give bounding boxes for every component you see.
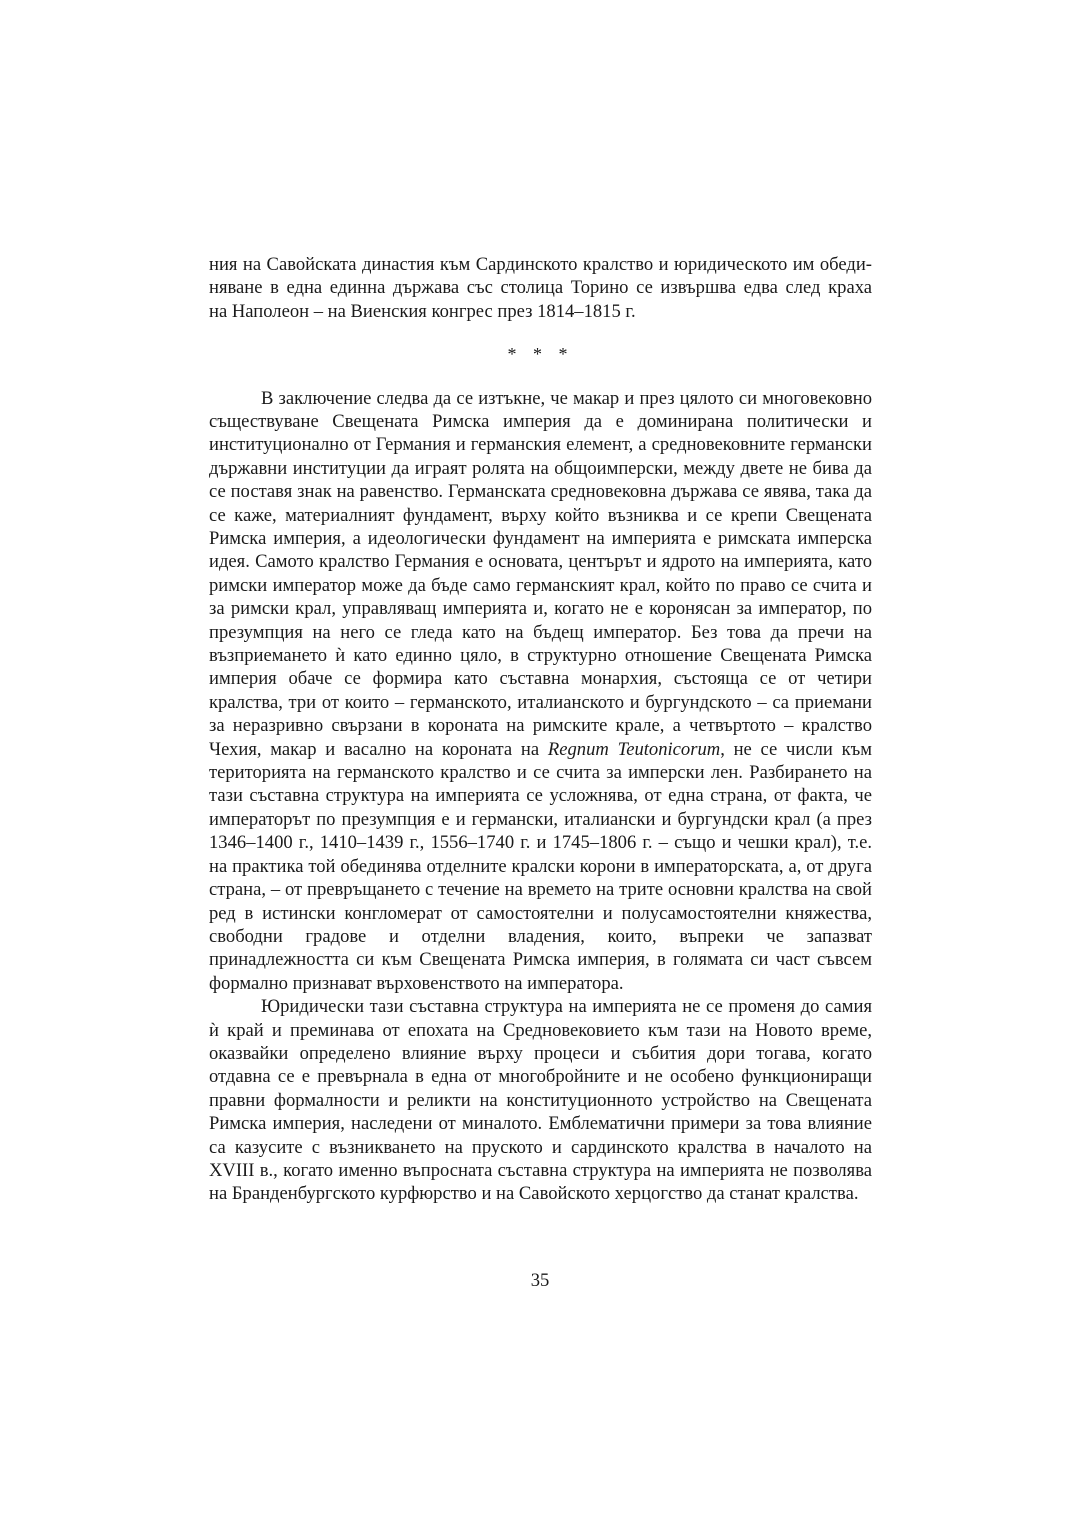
paragraph-conclusion-text-b: , не се числи към територията на германското кралство и се счита за имперски лен. Разбирането на тази съставна структура на империята се усложнява, от една страна, от факта, че императорът по презумпция е и германски, италиански и бургундски крал (а през 1346–1400 г., 1410–1439 г., 1556–1740 г. и 1745–1806 г. – също и чешки крал), т.е. на практика той обединява отделните кралски корони в императорската, а, от друга страна, – от превръщането с течение на времето на трите основни кралства на свой ред в истински конгломерат от самостоятелни и полусамостоятелни княжества, свободни градове и отделни владения, които, въпреки че запазват принадлежността си към Свещената Римска империя, в голямата си част съвсем формално признават върховенството на императора. [209,738,872,994]
section-separator: * * * [507,344,574,365]
paragraph-conclusion [209,387,872,996]
text-column [209,253,872,1206]
continuation-line-3: на Наполеон – на Виенския конгрес през 1814–1815 г. [209,300,636,322]
continuation-line-1: ния на Савойската династия към Сардинското кралство и юридическото им обеди- [209,254,872,275]
paragraph-conclusion-text-a: В заключение следва да се изтъкне, че макар и през цялото си многовековно съществуване Свещената Римска империя да е доминирана политически и институционално от Германия и германския елемент, а средновековните германски държавни институции да играят ролята на общоимперски, между двете не бива да се поставя знак на равенство. Германската средновековна държава се явява, така да се каже, материалният фундамент, върху който възниква и се крепи Свещената Римска империя, а идеологически фундамент на империята е римската имперска идея. Самото кралство Германия е основата, центърът и ядрото на империята, като римски император може да бъде само германският крал, който по право се счита и за римски крал, управляващ империята и, когато не е коронясан за император, по презумпция на него се гледа като на бъдещ император. Без това да пречи на възприемането ѝ като единно цяло, в структурно отношение Свещената Римска империя обаче се формира като съставна монархия, състояща се от четири кралства, три от които – германското, италианското и бургундското – са приемани за неразривно свързани в короната на римските крале, а четвъртото – кралство Чехия, макар и васално на короната на [209,387,872,760]
page-number: 35 [530,1270,550,1291]
italic-term: Regnum Teutonicorum [547,738,721,760]
paragraph-legal-structure: Юридически тази съставна структура на империята не се променя до самия ѝ край и преминава от епохата на Средновековието към тази на Новото време, оказвайки определено влияние върху процеси и събития дори тогава, когато отдавна се е превърнала в една от многобройните и не особено функциониращи правни формалности и реликти на конституционното устройство на Свещената Римска империя, наследени от миналото. Емблематични примери за това влияние са казусите с възникването на пруското и сардинското кралства в началото на XVIII в., когато именно въпросната съставна структура на империята не позволява на Бранденбургското курфюрство и на Савойското херцогство да станат кралства. [209,996,872,1205]
continuation-line-2: няване в една единна държава със столица Торино се извършва едва след краха [209,277,872,299]
